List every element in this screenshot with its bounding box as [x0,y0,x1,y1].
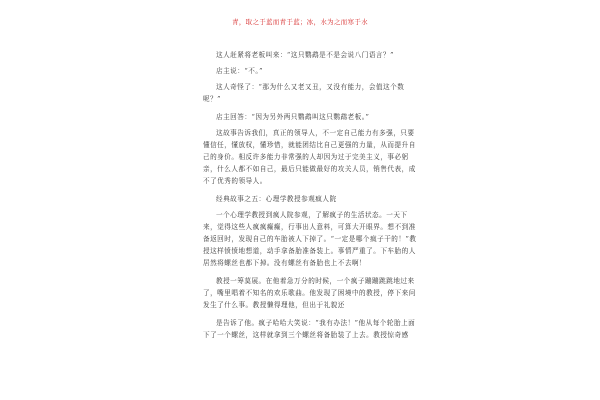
paragraph: 店主说：“不。” [216,67,264,75]
section-heading: 经典故事之五：心理学教授参观疯人院 [216,195,337,203]
paragraph: 这人奇怪了：“那为什么又老又丑，又没有能力，会值这个数呢？” [203,83,405,103]
paragraph: 教授一筹莫展。在他着急万分的时候，一个疯子蹦蹦跳跳地过来了，嘴里唱着不知名的欢乐歌曲。他发现了困境中的教授，停下来问发生了什么事。教授懒得理他，但出于礼貌还 [203,277,416,309]
page-header: 青，取之于蓝而青于蓝；冰，水为之而寒于水 [232,18,368,26]
paragraph: 一个心理学教授到疯人院参观，了解疯子的生活状态。一天下来，觉得这些人疯疯癫癫，行事出人意料，可算大开眼界。想不到准备返回时，发现自己的车胎被人下掉了。“一定是哪个疯子干的！”教授这样愤愤地想道，动手拿备胎准备装上。事情严重了。下车胎的人居然将螺丝也都下掉。没有螺丝有备胎也上不去啊！ [203,211,417,267]
document-body [203,49,417,341]
paragraph: 店主回答：“因为另外两只鹦鹉叫这只鹦鹉老板。” [216,113,370,121]
paragraph: 这故事告诉我们，真正的领导人，不一定自己能力有多强，只要懂信任，懂放权，懂珍惜，就能团结比自己更强的力量，从而提升自己的身价。相反许多能力非常强的人却因为过于完美主义，事必躬亲，什么人都不如自己，最后只能做最好的攻关人员，销售代表，成不了优秀的领导人。 [203,129,416,185]
paragraph: 是告诉了他。疯子哈哈大笑说：“我有办法！”他从每个轮胎上面下了一个螺丝，这样就拿到三个螺丝将备胎装了上去。教授惊奇感 [203,319,416,339]
paragraph: 这人赶紧将老板叫来：“这只鹦鹉是不是会说八门语言？” [216,51,394,59]
